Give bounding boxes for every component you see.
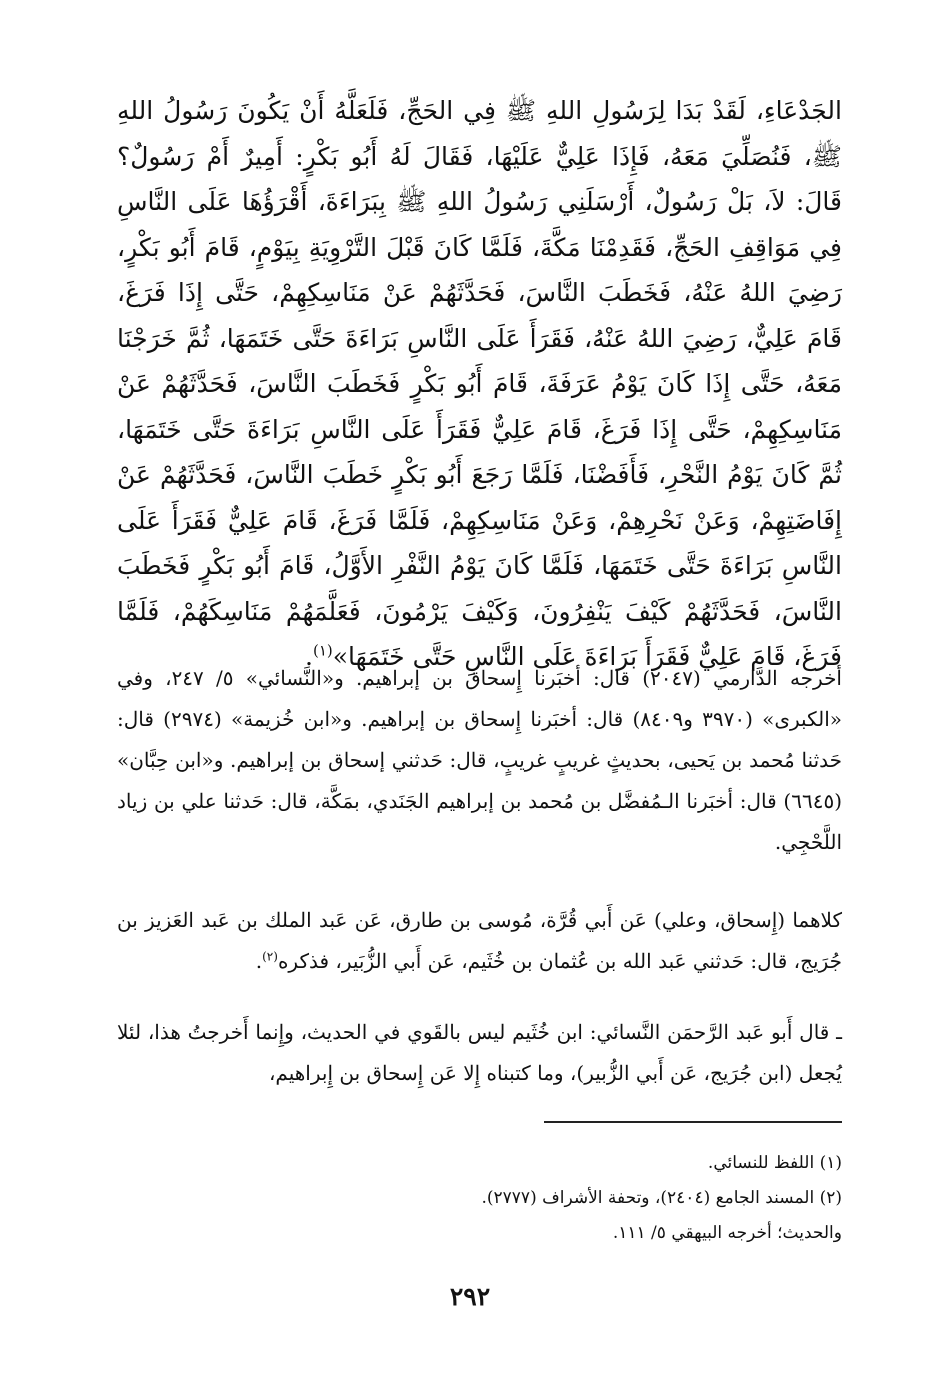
nasai-comment-paragraph: ـ قال أَبو عَبد الرَّحمَن النَّسائي: ابن خُثَيم ليس بالقَوي في الحديث، وإِنما أَخرجتُ هذا، لئلا يُجعل (ابن جُرَيج، عَن أَبي الزُّبير)، وما كتبناه إِلا عَن إِسحاق بن إِبراهيم، — [117, 1020, 842, 1085]
footnote-ref-2: (٢) — [262, 949, 278, 964]
isnad-end: . — [255, 949, 263, 973]
page-number: ٢٩٢ — [449, 1282, 491, 1311]
footnote-2: (٢) المسند الجامع (٢٤٠٤)، وتحفة الأشراف (٢٧٧٧). — [481, 1188, 842, 1208]
isnad-paragraph — [117, 900, 842, 982]
hadith-end: . — [305, 642, 313, 671]
takhrij-paragraph: أخرجه الدَّارمي (٢٠٤٧) قال: أخبَرنا إِسحاق بن إبراهيم. و«النَّسائي» ٥/ ٢٤٧، وفي «الكبرى» (٣٩٧٠ و٨٤٠٩) قال: أخبَرنا إِسحاق بن إبراهيم. و«ابن خُزيمة» (٢٩٧٤) قال: حَدثنا مُحمد بن يَحيى، بحديثٍ غريبٍ غريبٍ، قال: حَدثني إسحاق بن إبراهيم. و«ابن حِبَّان» (٦٦٤٥) قال: أخبَرنا الـمُفضَّل بن مُحمد بن إبراهيم الجَنَدي، بمَكَّة، قال: حَدثنا علي بن زياد اللَّحْجِي. — [117, 666, 843, 854]
hadith-text: الجَدْعَاءِ، لَقَدْ بَدَا لِرَسُولِ اللهِ ﷺ فِي الحَجِّ، فَلَعَلَّهُ أَنْ يَكُونَ رَسُولُ اللهِ ﷺ، فَنُصَلِّيَ مَعَهُ، فَإِذَا عَلِيٌّ عَلَيْهَا، فَقَالَ لَهُ أَبُو بَكْرٍ: أَمِيرٌ أَمْ رَسُولٌ؟ قَالَ: لاَ، بَلْ رَسُولٌ، أَرْسَلَنِي رَسُولُ اللهِ ﷺ بِبَرَاءَةَ، أَقْرَؤُهَا عَلَى النَّاسِ فِي مَوَاقِفِ الحَجِّ، فَقَدِمْنَا مَكَّةَ، فَلَمَّا كَانَ قَبْلَ التَّرْوِيَةِ بِيَوْمٍ، قَامَ أَبُو بَكْرٍ، رَضِيَ اللهُ عَنْهُ، فَخَطَبَ النَّاسَ، فَحَدَّثَهُمْ عَنْ مَنَاسِكِهِمْ، حَتَّى إِذَا فَرَغَ، قَامَ عَلِيٌّ، رَضِيَ اللهُ عَنْهُ، فَقَرَأَ عَلَى النَّاسِ بَرَاءَةَ حَتَّى خَتَمَهَا، ثُمَّ خَرَجْنَا مَعَهُ، حَتَّى إِذَا كَانَ يَوْمُ عَرَفَةَ، قَامَ أَبُو بَكْرٍ فَخَطَبَ النَّاسَ، فَحَدَّثَهُمْ عَنْ مَنَاسِكِهِمْ، حَتَّى إِذَا فَرَغَ، قَامَ عَلِيٌّ فَقَرَأَ عَلَى النَّاسِ بَرَاءَةَ حَتَّى خَتَمَهَا، ثُمَّ كَانَ يَوْمُ النَّحْرِ، فَأَفَضْنَا، فَلَمَّا رَجَعَ أَبُو بَكْرٍ خَطَبَ النَّاسَ، فَحَدَّثَهُمْ عَنْ إِفَاضَتِهِمْ، وَعَنْ نَحْرِهِمْ، وَعَنْ مَنَاسِكِهِمْ، فَلَمَّا فَرَغَ، قَامَ عَلِيٌّ فَقَرَأَ عَلَى النَّاسِ بَرَاءَةَ حَتَّى خَتَمَهَا، فَلَمَّا كَانَ يَوْمُ النَّفْرِ الأَوَّلُ، قَامَ أَبُو بَكْرٍ فَخَطَبَ النَّاسَ، فَحَدَّثَهُمْ كَيْفَ يَنْفِرُونَ، وَكَيْفَ يَرْمُونَ، فَعَلَّمَهُمْ مَنَاسِكَهُمْ، فَلَمَّا فَرَغَ، قَامَ عَلِيٌّ فَقَرَأَ بَرَاءَةَ عَلَى النَّاسِ حَتَّى خَتَمَهَا» — [117, 96, 842, 671]
footnote-1: (١) اللفظ للنسائي. — [707, 1153, 842, 1173]
footnotes — [117, 1146, 842, 1251]
isnad-text: كلاهما (إِسحاق، وعلي) عَن أَبي قُرَّة، مُوسى بن طارق، عَن عَبد الملك بن عَبد العَزيز بن جُرَيج، قال: حَدثني عَبد الله بن عُثمان بن خُثَيم، عَن أَبي الزُّبَير، فذكره — [117, 908, 842, 973]
footnote-separator — [544, 1121, 842, 1123]
footnote-2-continuation: والحديث؛ أخرجه البيهقي ٥/ ١١١. — [612, 1223, 842, 1243]
footnote-ref-1: (١) — [312, 641, 333, 660]
hadith-paragraph — [117, 88, 842, 680]
